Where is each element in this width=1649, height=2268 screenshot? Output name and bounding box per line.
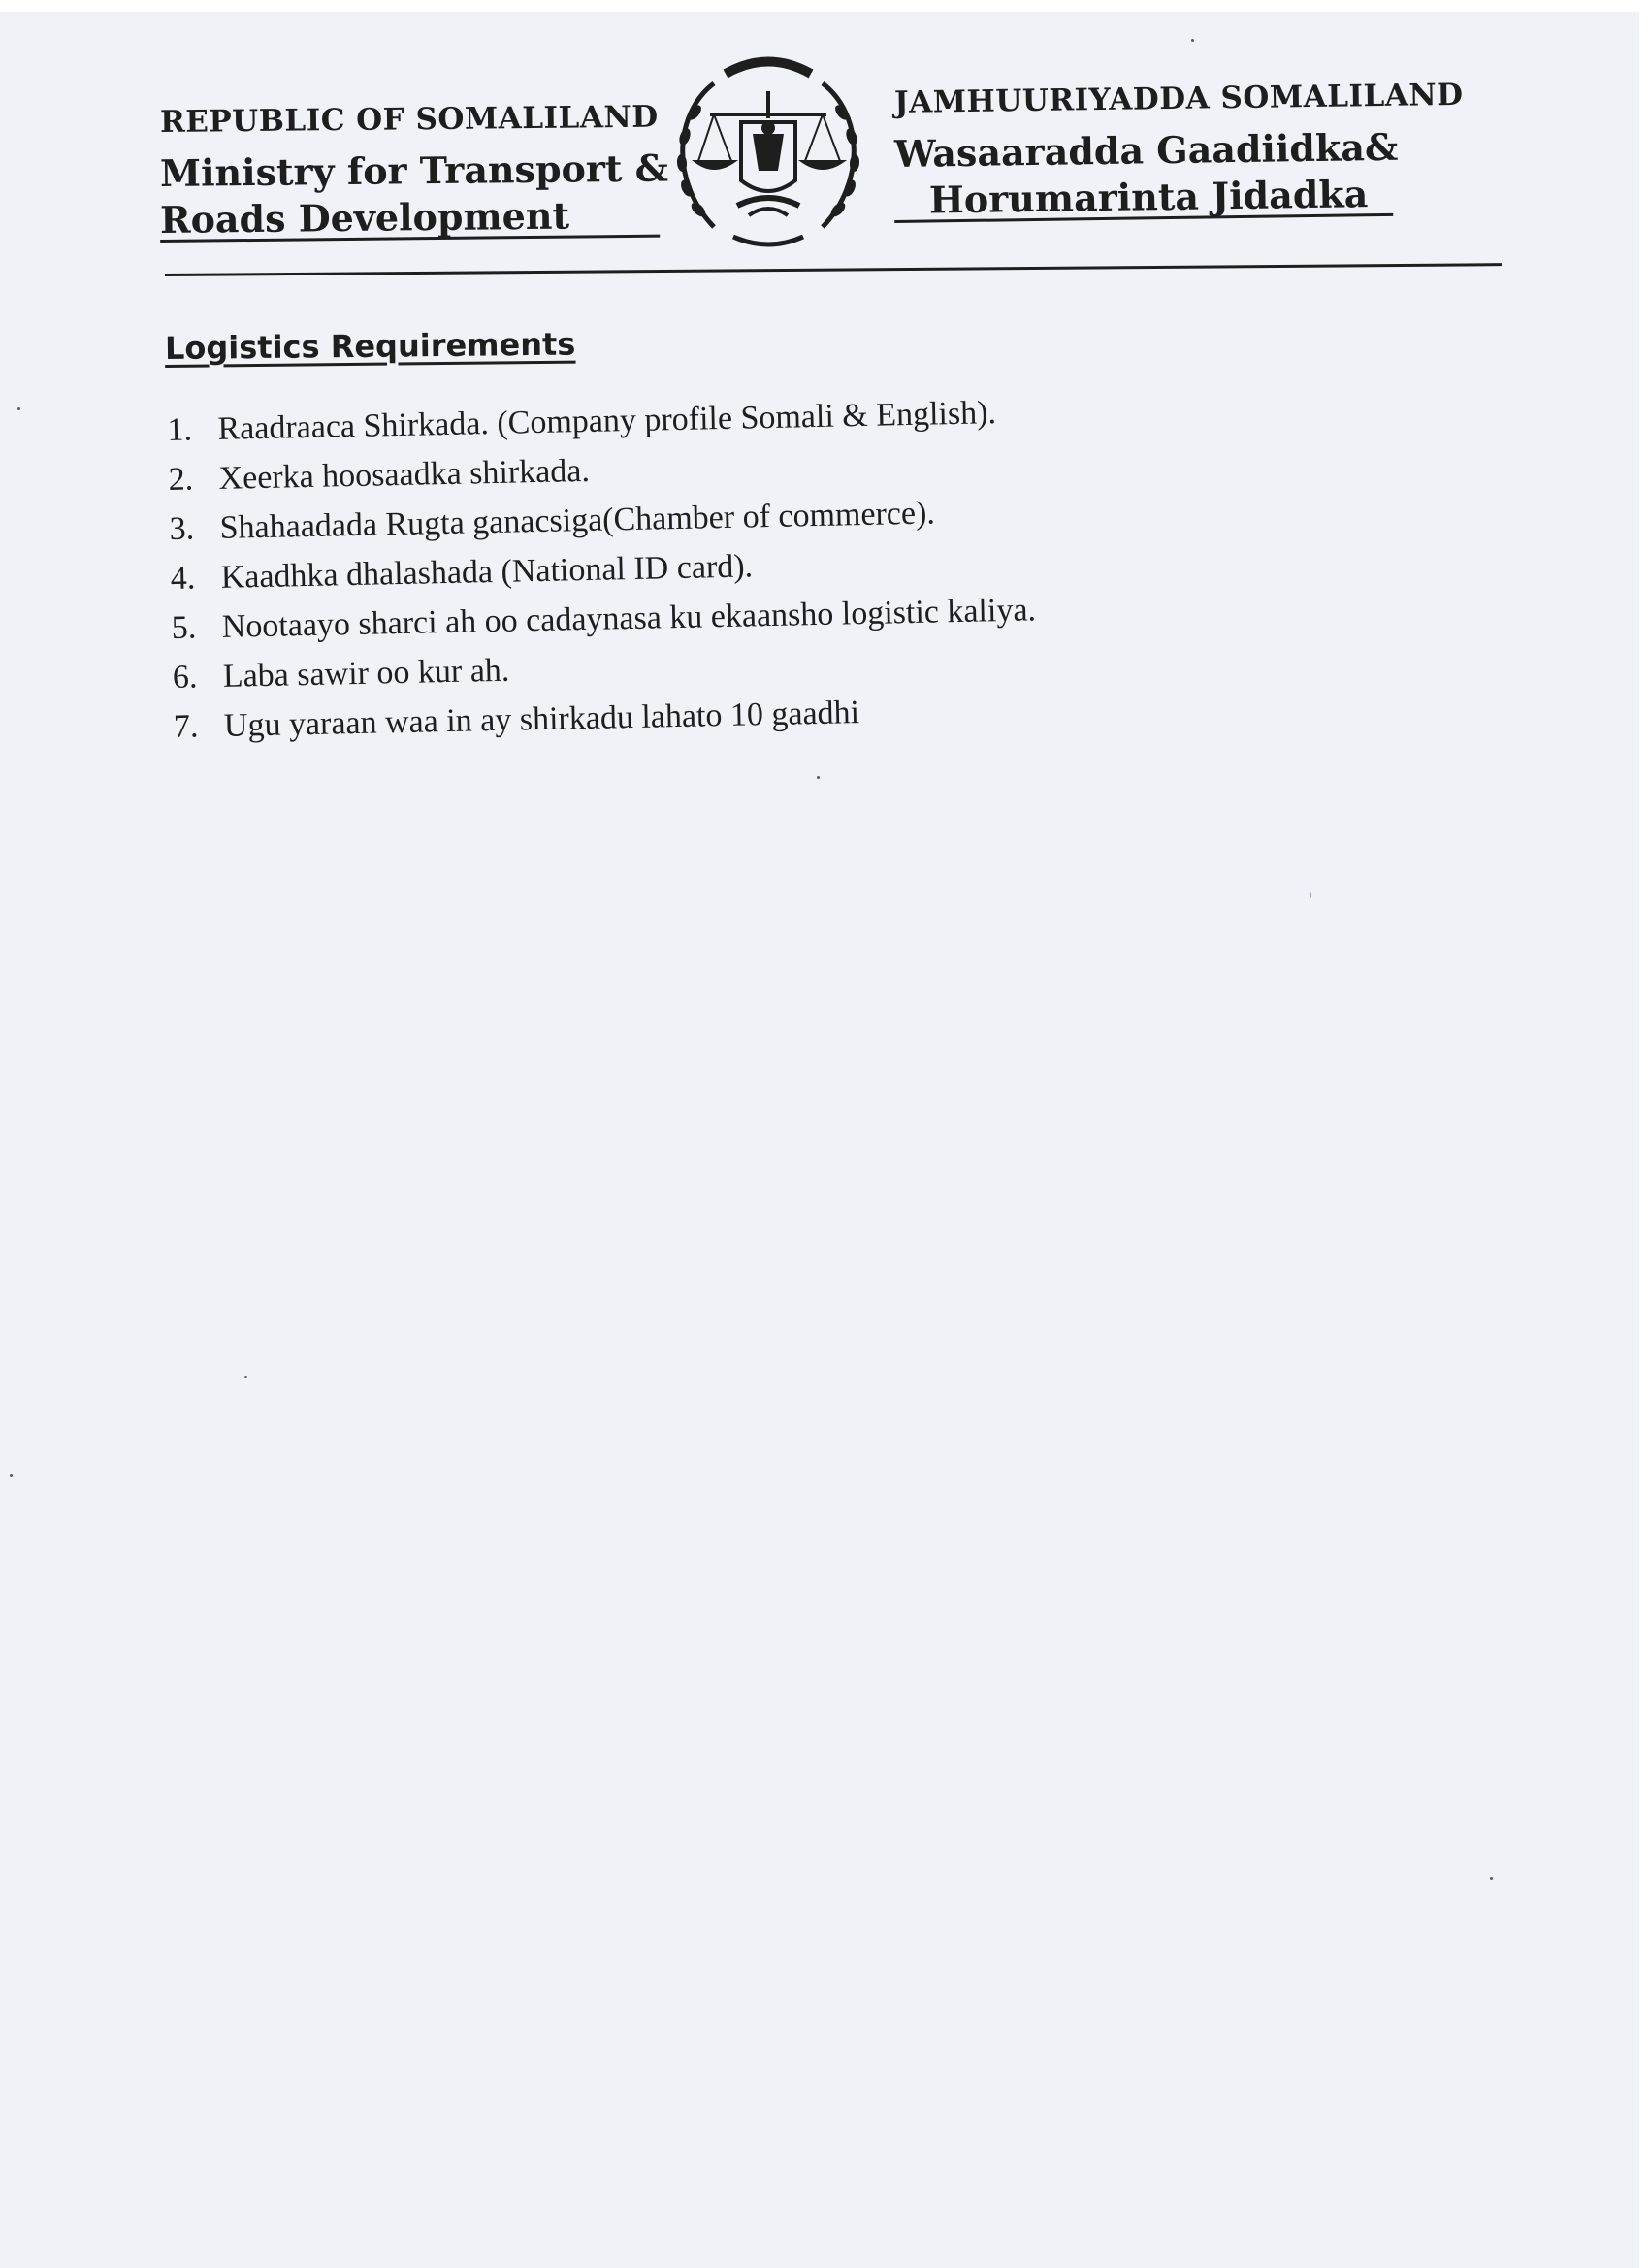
- item-text: Nootaayo sharci ah oo cadaynasa ku ekaansho logistic kaliya.: [221, 592, 1037, 645]
- requirements-list: [167, 387, 1039, 752]
- item-number: 3.: [169, 510, 195, 547]
- scan-speck: [1191, 39, 1194, 42]
- scan-speck: [10, 1474, 13, 1477]
- item-text: Kaadhka dhalashada (National ID card).: [220, 548, 754, 596]
- scan-border-top: [0, 0, 1649, 12]
- country-name-somali: JAMHUURIYADDA SOMALILAND: [893, 77, 1464, 120]
- item-text: Shahaadada Rugta ganacsiga(Chamber of commerce).: [219, 495, 936, 546]
- section-title: Logistics Requirements: [164, 325, 576, 367]
- item-number: 1.: [167, 411, 193, 448]
- ministry-name-somali-line1: Wasaaradda Gaadiidka&: [893, 124, 1399, 176]
- item-text: Laba sawir oo kur ah.: [222, 652, 510, 695]
- scan-speck: [17, 407, 20, 410]
- scan-speck: [1310, 892, 1311, 898]
- item-text: Raadraaca Shirkada. (Company profile Somali & English).: [217, 395, 997, 447]
- item-text: Xeerka hoosaadka shirkada.: [218, 452, 591, 497]
- scan-speck: [817, 776, 820, 779]
- header-divider: [165, 263, 1502, 276]
- item-number: 6.: [172, 659, 198, 696]
- ministry-name-english-line2: Roads Development: [160, 196, 660, 243]
- item-number: 4.: [170, 560, 196, 597]
- item-number: 7.: [173, 708, 199, 745]
- letterhead-english: [159, 99, 669, 243]
- item-number: 2.: [168, 461, 194, 498]
- letterhead-somali: [893, 77, 1464, 223]
- somaliland-coat-of-arms-icon: [656, 45, 881, 258]
- item-text: Ugu yaraan waa in ay shirkadu lahato 10 gaadhi: [223, 695, 860, 744]
- ministry-name-english-line1: Ministry for Transport &: [159, 146, 669, 195]
- scan-speck: [244, 1376, 247, 1378]
- scan-border-right: [1639, 0, 1649, 2268]
- country-name-english: REPUBLIC OF SOMALILAND: [159, 99, 659, 140]
- item-number: 5.: [171, 609, 197, 646]
- ministry-name-somali-line2: Horumarinta Jidadka: [894, 175, 1394, 223]
- scan-speck: [1490, 1877, 1493, 1880]
